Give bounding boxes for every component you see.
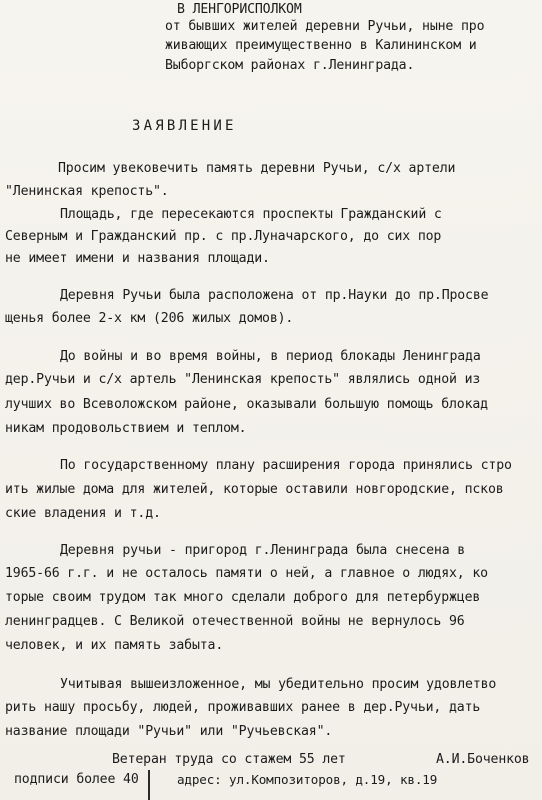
header-from-line: Выборгском районах г.Ленинграда. xyxy=(165,58,415,73)
body-line: Учитывая вышеизложенное, мы убедительно просим удовлетво xyxy=(60,677,497,692)
header-recipient: В ЛЕНГОРИСПОЛКОМ xyxy=(177,2,302,17)
body-line: "Ленинская крепость". xyxy=(5,184,169,199)
body-line: торые своим трудом так много сделали доброго для петербуржцев xyxy=(5,590,481,605)
body-line: 1965-66 г.г. и не осталось памяти о ней, а главное о людях, ко xyxy=(5,566,488,581)
body-line: ские владения и т.д. xyxy=(5,506,161,521)
body-line: название площади "Ручьи" или "Ручьевская". xyxy=(5,724,333,739)
body-line: щенья более 2-х км (206 жилых домов). xyxy=(5,311,294,326)
body-line: Деревня ручьи - пригород г.Ленинграда была снесена в xyxy=(60,543,466,558)
body-line: Северным и Гражданский пр. с пр.Луначарского, до сих пор xyxy=(5,229,442,244)
header-from-line: от бывших жителей деревни Ручьи, ныне про xyxy=(165,19,485,34)
body-line: дер.Ручьи и с/х артель "Ленинская крепость" являлись одной из xyxy=(5,372,481,387)
body-line: Площадь, где пересекаются проспекты Гражданский с xyxy=(60,207,442,222)
footer-signatures: подписи более 40 xyxy=(14,772,139,787)
document-title: ЗАЯВЛЕНИЕ xyxy=(132,118,237,134)
body-line: До войны и во время войны, в период блокады Ленинграда xyxy=(60,349,481,364)
body-line: Деревня Ручьи была расположена от пр.Науки до пр.Просве xyxy=(60,288,489,303)
body-line: ить жилые дома для жителей, которые оставили новгородские, псков xyxy=(5,482,504,497)
footer-veteran: Ветеран труда со стажем 55 лет xyxy=(112,752,346,767)
body-line: По государственному плану расширения города принялись стро xyxy=(60,458,512,473)
margin-mark xyxy=(148,770,150,800)
body-line: Просим увековечить память деревни Ручьи, с/х артели xyxy=(58,161,456,176)
footer-address: адрес: ул.Композиторов, д.19, кв.19 xyxy=(177,772,438,787)
body-line: никам продовольствием и теплом. xyxy=(5,421,247,436)
header-from-line: живающих преимущественно в Калининском и xyxy=(165,38,477,53)
body-line: ленинградцев. С Великой отечественной войны не вернулось 96 xyxy=(5,614,465,629)
body-line: не имеет имени и названия площади. xyxy=(5,251,270,266)
body-line: рить нашу просьбу, людей, проживавших ранее в дер.Ручьи, дать xyxy=(5,700,481,715)
body-line: человек, и их память забыта. xyxy=(5,638,224,653)
body-line: лучших во Всеволожском районе, оказывали большую помощь блокад xyxy=(5,397,488,412)
footer-author: А.И.Боченков xyxy=(436,752,530,767)
